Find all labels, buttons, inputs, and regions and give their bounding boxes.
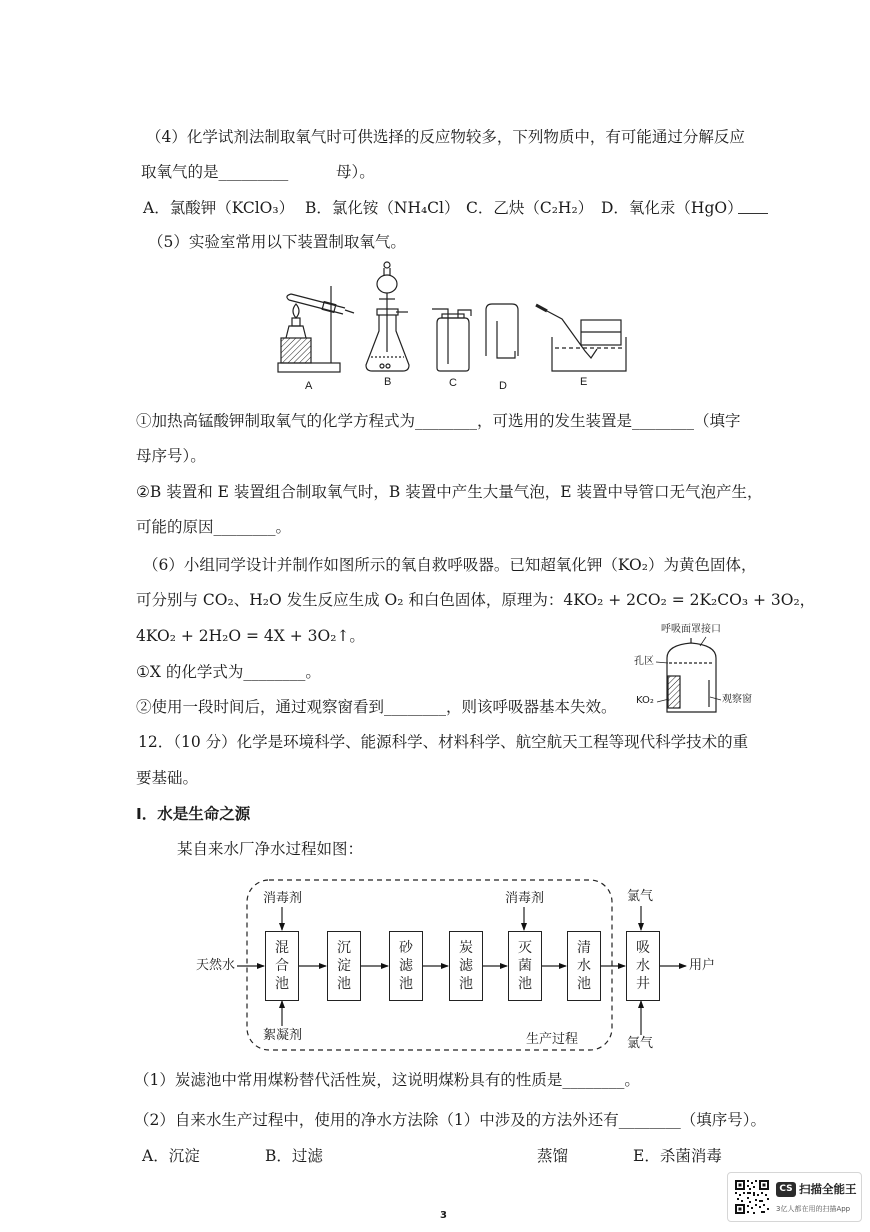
flow-unit-sterilize	[508, 931, 542, 1001]
flow-inlet-label: 天然水	[196, 958, 236, 973]
flow-unit-mix	[265, 931, 299, 1001]
apparatus-label-c: C	[449, 377, 457, 389]
apparatus-a-drawing	[278, 286, 354, 372]
flow-dose-sterilize-top: 消毒剂	[505, 891, 545, 906]
apparatus-e-drawing	[536, 305, 626, 371]
q6-line1: （6）小组同学设计并制作如图所示的氧自救呼吸器。已知超氧化钾（KO₂）为黄色固体，	[143, 556, 757, 574]
flow-unit-label: 清水池	[577, 940, 591, 992]
flow-unit-suction-well	[626, 931, 660, 1001]
flow-unit-settle	[327, 931, 361, 1001]
flow-dose-mix-bottom: 絮凝剂	[263, 1028, 303, 1043]
flow-dose-well-top: 氯气	[627, 889, 654, 904]
q5-part1-line2: 母序号）。	[136, 447, 206, 465]
q12-stem-line1: 12．（10 分）化学是环境科学、能源科学、材料科学、航空航天工程等现代科学技术的重	[138, 733, 749, 751]
apparatus-c-drawing	[432, 309, 471, 371]
flow-dose-mix-top: 消毒剂	[263, 891, 303, 906]
apparatus-label-e: E	[580, 376, 588, 388]
q5-title: （5）实验室常用以下装置制取氧气。	[148, 233, 406, 251]
q12-sub2-option-b: B．过滤	[265, 1147, 323, 1165]
flow-unit-carbon-filter	[449, 931, 483, 1001]
flow-unit-label: 炭滤池	[459, 940, 473, 992]
page-number: 3	[440, 1210, 447, 1221]
apparatus-b-drawing	[366, 262, 409, 371]
q12-sub1: （1）炭滤池中常用煤粉替代活性炭，这说明煤粉具有的性质是________。	[134, 1071, 640, 1089]
flow-unit-sand-filter	[389, 931, 423, 1001]
q5-part2-line2: 可能的原因________。	[136, 518, 292, 536]
scanner-slogan: 3亿人都在用的扫描App	[776, 1205, 851, 1213]
q4-option-d: D．氧化汞（HgO）	[601, 199, 743, 217]
label-ko2: KO₂	[636, 695, 654, 706]
label-mask-port: 呼吸面罩接口	[661, 624, 721, 635]
apparatus-label-b: B	[384, 376, 392, 388]
flow-unit-label: 沉淀池	[337, 940, 351, 992]
label-hole-zone: 孔区	[634, 656, 654, 667]
q6-line3: 4KO₂ + 2H₂O = 4X + 3O₂↑。	[136, 627, 365, 645]
flow-dose-well-bottom: 氯气	[627, 1036, 654, 1051]
q4-option-c: C．乙炔（C₂H₂）	[466, 199, 594, 217]
q4-option-b: B．氯化铵（NH₄Cl）	[305, 199, 460, 217]
q12-sub2-option-distill: 蒸馏	[537, 1147, 569, 1165]
flow-unit-label: 混合池	[275, 940, 289, 992]
q12-sub2-option-e: E．杀菌消毒	[633, 1147, 722, 1165]
q4-stem-line2-suffix: 母）。	[336, 163, 375, 181]
q4-option-a: A．氯酸钾（KClO₃）	[143, 199, 295, 217]
flow-unit-clear-water	[567, 931, 601, 1001]
flow-unit-label: 砂滤池	[399, 940, 413, 992]
q12-sub2: （2）自来水生产过程中，使用的净水方法除（1）中涉及的方法外还有________（填序号）。	[134, 1111, 766, 1129]
flow-intro: 某自来水厂净水过程如图：	[177, 840, 364, 858]
flow-unit-label: 吸水井	[636, 940, 650, 992]
q5-part1-line1: ①加热高锰酸钾制取氧气的化学方程式为________，可选用的发生装置是________（填字	[136, 412, 741, 430]
answer-blank-line	[738, 213, 768, 214]
flow-outlet-label: 用户	[689, 958, 716, 973]
label-window: 观察窗	[722, 694, 752, 705]
q6-part2: ②使用一段时间后，通过观察窗看到________，则该呼吸器基本失效。	[136, 698, 617, 716]
qr-code-icon	[734, 1179, 770, 1215]
flow-unit-label: 灭菌池	[518, 940, 532, 992]
breathing-device-drawing	[656, 637, 721, 712]
q12-stem-line2: 要基础。	[136, 769, 199, 787]
q12-sub2-option-a: A．沉淀	[142, 1147, 200, 1165]
q6-part1: ①X 的化学式为________。	[136, 663, 321, 681]
section-title: Ⅰ．水是生命之源	[136, 805, 251, 823]
q4-stem-line2-prefix: 取氧气的是_________	[141, 163, 289, 181]
flow-region-label: 生产过程	[526, 1032, 579, 1047]
apparatus-label-a: A	[305, 380, 313, 392]
scanner-watermark	[727, 1172, 862, 1222]
q5-part2-line1: ②B 装置和 E 装置组合制取氧气时，B 装置中产生大量气泡，E 装置中导管口无气泡产生，	[136, 483, 763, 501]
apparatus-label-d: D	[499, 380, 507, 392]
q4-stem-line1: （4）化学试剂法制取氧气时可供选择的反应物较多，下列物质中，有可能通过分解反应	[146, 128, 745, 146]
scanner-brand: 扫描全能王	[799, 1182, 857, 1196]
scanner-badge: CS	[776, 1182, 796, 1197]
q6-line2: 可分别与 CO₂、H₂O 发生反应生成 O₂ 和白色固体，原理为：4KO₂ + 2CO₂ = 2K₂CO₃ + 3O₂，	[136, 591, 816, 609]
apparatus-d-drawing	[486, 304, 518, 358]
